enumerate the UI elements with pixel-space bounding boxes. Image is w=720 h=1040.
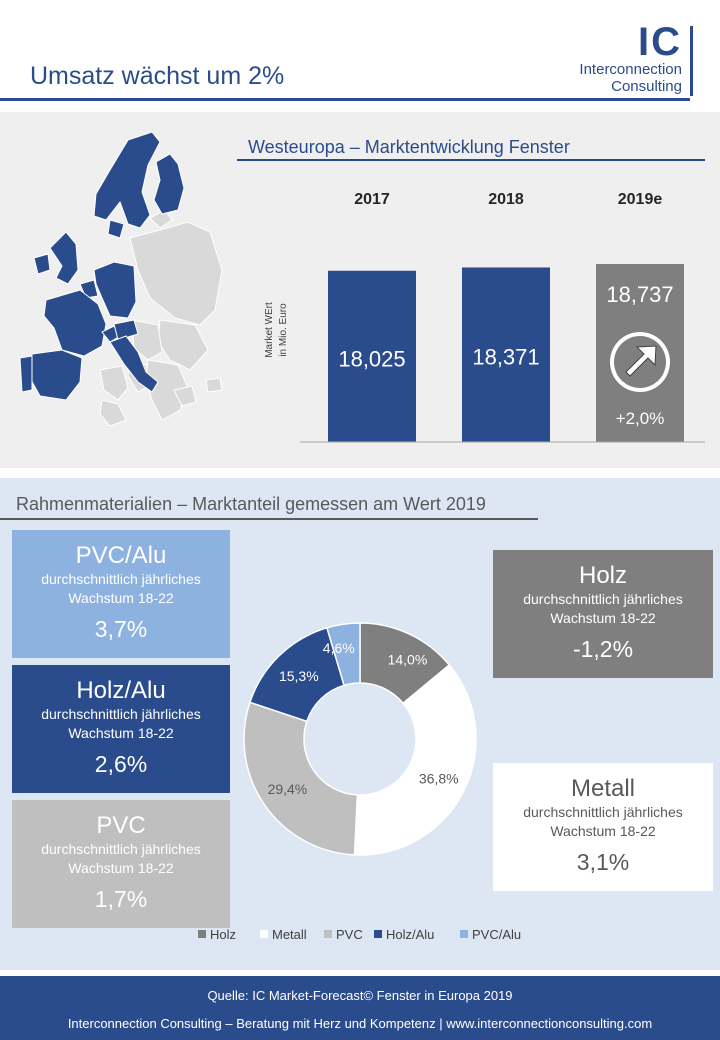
growth-box-metall bbox=[493, 763, 713, 891]
bar-category-label: 2018 bbox=[488, 191, 524, 208]
growth-box-name: Metall bbox=[570, 775, 636, 802]
logo-company-line2: Consulting bbox=[611, 78, 682, 95]
legend-label: Holz/Alu bbox=[386, 927, 435, 942]
growth-box-desc-line1: durchschnittlich jährliches bbox=[523, 804, 683, 820]
donut-slice-label: 29,4% bbox=[267, 780, 308, 797]
growth-box-value: -1,2% bbox=[572, 636, 634, 662]
bar-chart-title: Westeuropa – Marktentwicklung Fenster bbox=[248, 137, 570, 157]
legend-item bbox=[374, 927, 434, 942]
growth-box-value: 3,1% bbox=[576, 849, 630, 875]
donut-legend bbox=[198, 927, 538, 945]
bar-category-label: 2017 bbox=[354, 191, 390, 208]
legend-swatch bbox=[260, 930, 268, 938]
bar-value-label: 18,737 bbox=[606, 281, 674, 307]
y-axis-label-line2: in Mio. Euro bbox=[278, 303, 289, 357]
page-title: Umsatz wächst um 2% bbox=[30, 62, 285, 90]
growth-box-desc-line2: Wachstum 18-22 bbox=[550, 823, 656, 839]
legend-item bbox=[260, 927, 307, 942]
growth-box-desc-line2: Wachstum 18-22 bbox=[550, 610, 656, 626]
legend-swatch bbox=[460, 930, 468, 938]
growth-box-holz-alu bbox=[12, 665, 230, 793]
donut-slice-label: 15,3% bbox=[278, 667, 319, 684]
header-divider bbox=[0, 98, 690, 101]
growth-box-desc-line1: durchschnittlich jährliches bbox=[41, 706, 201, 722]
bar-chart-divider bbox=[237, 159, 705, 161]
market-bar-chart bbox=[260, 180, 710, 450]
legend-label: Metall bbox=[272, 927, 307, 942]
growth-box-desc-line2: Wachstum 18-22 bbox=[68, 590, 174, 606]
donut-slice-label: 36,8% bbox=[418, 770, 459, 787]
donut-slice-label: 4,6% bbox=[322, 639, 355, 656]
logo-letters: IC bbox=[638, 20, 682, 64]
donut-slice-label: 14,0% bbox=[387, 651, 428, 668]
growth-box-holz bbox=[493, 550, 713, 678]
growth-box-name: Holz bbox=[578, 562, 627, 589]
growth-box-value: 2,6% bbox=[94, 751, 148, 777]
growth-box-desc-line2: Wachstum 18-22 bbox=[68, 725, 174, 741]
growth-box-value: 3,7% bbox=[94, 616, 148, 642]
growth-box-name: PVC/Alu bbox=[75, 542, 167, 569]
legend-item bbox=[460, 927, 521, 942]
legend-label: Holz bbox=[210, 927, 237, 942]
logo-bar bbox=[690, 26, 693, 96]
growth-box-desc-line1: durchschnittlich jährliches bbox=[41, 841, 201, 857]
growth-label: +2,0% bbox=[615, 409, 665, 428]
legend-swatch bbox=[324, 930, 332, 938]
legend-item bbox=[198, 927, 236, 942]
y-axis-label-line1: Market WErt bbox=[264, 302, 275, 358]
growth-box-name: Holz/Alu bbox=[76, 677, 166, 704]
donut-chart-divider bbox=[0, 518, 538, 520]
growth-box-value: 1,7% bbox=[94, 886, 148, 912]
legend-swatch bbox=[198, 930, 206, 938]
growth-box-name: PVC bbox=[96, 812, 146, 839]
bar-category-label: 2019e bbox=[617, 191, 663, 208]
legend-item bbox=[324, 927, 363, 942]
growth-box-desc-line2: Wachstum 18-22 bbox=[68, 860, 174, 876]
legend-label: PVC/Alu bbox=[472, 927, 522, 942]
footer-source: Quelle: IC Market-Forecast© Fenster in Europa 2019 bbox=[207, 988, 513, 1003]
growth-box-desc-line1: durchschnittlich jährliches bbox=[41, 571, 201, 587]
bar-value-label: 18,025 bbox=[338, 346, 406, 372]
growth-box-pvc-alu bbox=[12, 530, 230, 658]
donut-slice-Metall bbox=[355, 665, 476, 855]
logo-company-line1: Interconnection bbox=[579, 61, 682, 78]
footer-company: Interconnection Consulting – Beratung mit Herz und Kompetenz | www.interconnectionconsulting.com bbox=[67, 1016, 653, 1031]
donut-slice-PVC bbox=[244, 702, 357, 855]
bar-value-label: 18,371 bbox=[472, 344, 540, 370]
growth-box-pvc bbox=[12, 800, 230, 928]
legend-swatch bbox=[374, 930, 382, 938]
growth-box-desc-line1: durchschnittlich jährliches bbox=[523, 591, 683, 607]
material-donut-chart bbox=[240, 612, 480, 867]
growth-arrow-icon bbox=[610, 332, 670, 392]
europe-map bbox=[10, 120, 225, 430]
legend-label: PVC bbox=[336, 927, 363, 942]
donut-chart-title: Rahmenmaterialien – Marktanteil gemessen am Wert 2019 bbox=[16, 494, 486, 514]
